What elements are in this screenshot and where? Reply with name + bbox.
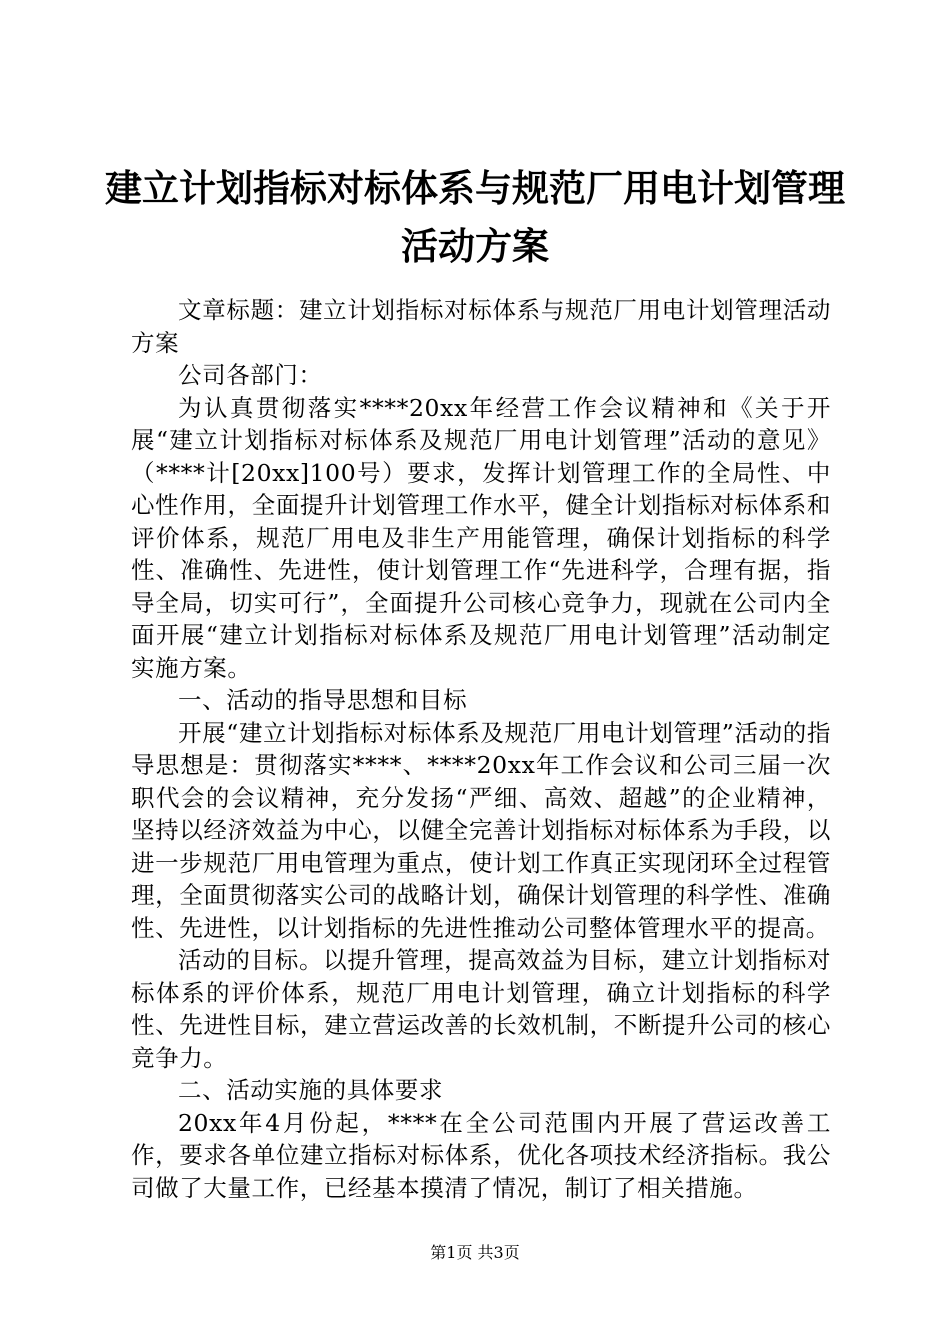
- page-number-footer: 第1页 共3页: [430, 1243, 520, 1262]
- guiding-thought-paragraph: 开展“建立计划指标对标体系及规范厂用电计划管理”活动的指导思想是：贯彻落实****、****20xx年工作会议和公司三届一次职代会的会议精神，充分发扬“严细、高效、超越”的企业精神，坚持以经济效益为中心，以健全完善计划指标对标体系为手段，以进一步规范厂用电管理为重点，使计划工作真正实现闭环全过程管理，全面贯彻落实公司的战略计划，确保计划管理的科学性、准确性、先进性，以计划指标的先进性推动公司整体管理水平的提高。: [131, 718, 831, 942]
- document-title-line-1: 建立计划指标对标体系与规范厂用电计划管理: [105, 166, 845, 210]
- salutation-paragraph: 公司各部门：: [178, 361, 323, 389]
- goal-paragraph: 活动的目标。以提升管理，提高效益为目标，建立计划指标对标体系的评价体系，规范厂用电计划管理，确立计划指标的科学性、先进性目标，建立营运改善的长效机制，不断提升公司的核心竞争力。: [131, 946, 831, 1072]
- section-heading-1: 一、活动的指导思想和目标: [178, 686, 468, 714]
- article-title-paragraph: 文章标题：建立计划指标对标体系与规范厂用电计划管理活动方案: [131, 296, 831, 357]
- requirements-paragraph: 20xx年4月份起，****在全公司范围内开展了营运改善工作，要求各单位建立指标对标体系，优化各项技术经济指标。我公司做了大量工作，已经基本摸清了情况，制订了相关措施。: [131, 1108, 831, 1202]
- document-title-line-2: 活动方案: [401, 224, 549, 268]
- section-heading-2: 二、活动实施的具体要求: [178, 1076, 444, 1104]
- document-body: [131, 294, 831, 1204]
- intro-paragraph: 为认真贯彻落实****20xx年经营工作会议精神和《关于开展“建立计划指标对标体系及规范厂用电计划管理”活动的意见》（****计[20xx]100号）要求，发挥计划管理工作的全局性、中心性作用，全面提升计划管理工作水平，健全计划指标对标体系和评价体系，规范厂用电及非生产用能管理，确保计划指标的科学性、准确性、先进性，使计划管理工作“先进科学，合理有据，指导全局，切实可行”，全面提升公司核心竞争力，现就在公司内全面开展“建立计划指标对标体系及规范厂用电计划管理”活动制定实施方案。: [131, 393, 831, 682]
